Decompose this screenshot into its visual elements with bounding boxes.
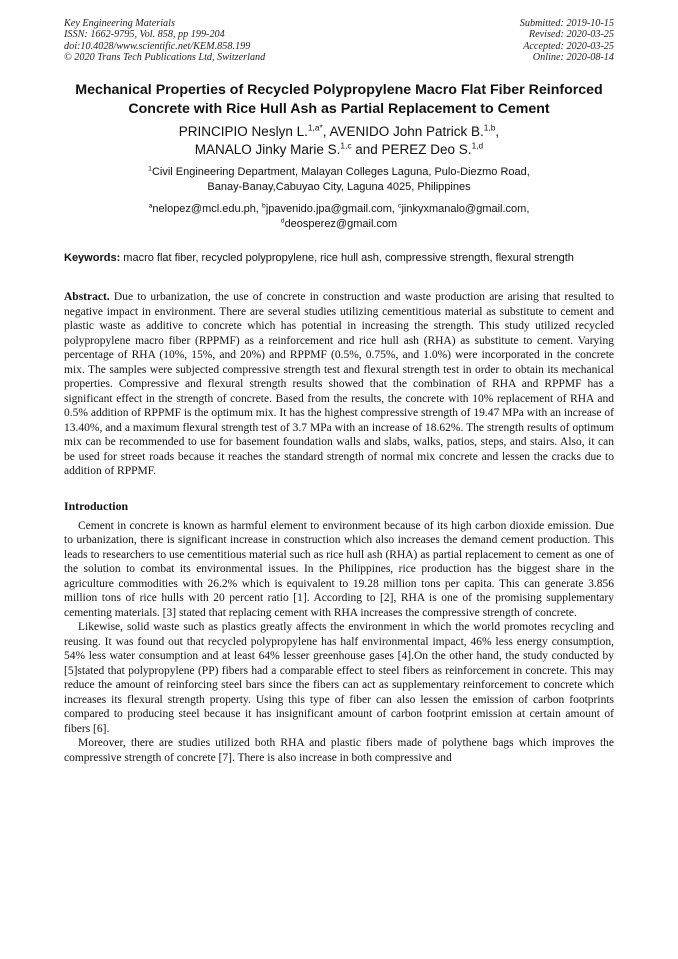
- email-line-1: $^a$nelopez@mcl.edu.ph, $^b$jpavenido.jpa@gmail.com, $^c$jinkyxmanalo@gmail.com,: [148, 202, 530, 216]
- keywords-text: macro flat fiber, recycled polypropylene, rice hull ash, compressive strength, flexural strength: [120, 252, 574, 265]
- author-list: [64, 123, 614, 159]
- author-affil-mark: 1,a*: [307, 122, 323, 133]
- author-conjunction: and: [351, 142, 382, 158]
- author-name: PRINCIPIO Neslyn L.: [178, 124, 308, 140]
- body-paragraph: Cement in concrete is known as harmful element to environment because of its high carbon dioxide emission. Due to urbanization, there is significant increase in construction which also increases the demand cement production. This leads to researchers to use cementitious material such as rice hull ash (RHA) as partial replacement to cement as one of the solution to combat its environmental issues. In the Philippines, rice production has the biggest share in the agriculture commodities with 26.2% which is equivalent to 19.28 million tons per capita. This can generate 3.856 million tons of rice hulls with 20 percent ratio [1]. According to [2], RHA is one of the promising supplementary cementing materials. [3] stated that replacing cement with RHA increases the compressive strength of concrete.: [64, 519, 614, 619]
- author-name: AVENIDO John Patrick B.: [329, 124, 484, 140]
- affiliation-line-1: $^1$Civil Engineering Department, Malayan Colleges Laguna, Pulo-Diezmo Road,: [148, 165, 530, 179]
- accepted-date: Accepted: 2020-03-25: [523, 40, 614, 52]
- affiliation: [64, 165, 614, 194]
- issn: ISSN: 1662-9795, Vol. 858, pp 199-204: [64, 29, 225, 41]
- journal-info: [64, 18, 265, 63]
- doi: doi:10.4028/www.scientific.net/KEM.858.199: [64, 40, 251, 52]
- email-a: nelopez@mcl.edu.ph,: [152, 203, 263, 216]
- body-paragraph: Likewise, solid waste such as plastics greatly affects the environment in which the world promotes recycling and reusing. It was found out that recycled polypropylene has half environmental impact, 46% less energy consumption, 54% less water consumption and at least 64% lesser greenhouse gases [4].On the other hand, the study conducted by [5]stated that polypropylene (PP) fibers had a comparable effect to steel fibers as reinforcement in concrete. This may reduce the amount of reinforcing steel bars since the fibers can act as supplementary reinforcement to concrete which increases its flexural strength property. Using this type of fiber can also lessen the emission of carbon footprints compared to producing steel because it has insignificant amount of carbon footprint emission at certain amount of fibers [6].: [64, 621, 614, 735]
- keywords-label: Keywords:: [64, 252, 121, 265]
- submitted-date: Submitted: 2019-10-15: [519, 18, 614, 29]
- copyright: © 2020 Trans Tech Publications Ltd, Switzerland: [64, 51, 266, 63]
- author-line-2: [64, 141, 614, 159]
- affiliation-mark: 1: [148, 165, 152, 173]
- publication-dates: [520, 18, 614, 63]
- author-emails: [64, 202, 614, 231]
- author-separator: ,: [495, 124, 500, 140]
- email-d: deosperez@gmail.com: [284, 217, 398, 230]
- journal-name: Key Engineering Materials: [64, 18, 175, 29]
- email-line-2: $^d$deosperez@gmail.com: [280, 217, 398, 230]
- body-paragraph: Moreover, there are studies utilized both RHA and plastic fibers made of polythene bags which improves the compressive strength of concrete [7]. There is also increase in both compressive and: [64, 737, 614, 764]
- abstract-text: Due to urbanization, the use of concrete in construction and waste production are arising that resulted to negative impact in environment. There are several studies utilizing cementitious material as substitute to cement and plastic waste as additive to concrete which has potential in increasing the strength. This study utilized recycled polypropylene macro fiber (RPPMF) as a reinforcement and rice hull ash (RHA) as substitute to cement. Varying percentage of RHA (10%, 15%, and 20%) and RPPMF (0.5%, 0.75%, and 1.0%) were incorporated in the concrete mix. The samples were subjected compressive strength test and flexural strength test in order to obtain its mechanical properties. Compressive and flexural strength results showed that the combination of RHA and RPPMF has a significant effect in the strength of concrete. Based from the results, the concrete with 10% replacement of RHA and 0.5% addition of RPPMF is the optimum mix. It has the highest compressive strength of 19.47 MPa with an increase of 13.40%, and a maximum flexural strength test of 3.7 MPa with an increase of 18.62%. The strength results of optimum mix can be recommended to use for basement foundation walls and slabs, walks, patios, steps, and stairs. Also, it can be used for street roads because it reaches the standard strength of normal mix concrete and lessen the cracks due to addition of RPPMF.: [64, 291, 614, 478]
- author-name: MANALO Jinky Marie S.: [194, 142, 341, 158]
- keywords: [64, 251, 614, 265]
- email-c: jinkyxmanalo@gmail.com,: [401, 203, 530, 216]
- email-b: jpavenido.jpa@gmail.com,: [265, 203, 399, 216]
- author-affil-mark: 1,c: [340, 140, 352, 151]
- paper-title: Mechanical Properties of Recycled Polypropylene Macro Flat Fiber Reinforced Concrete with Rice Hull Ash as Partial Replacement to Cement: [75, 82, 603, 118]
- abstract-label: Abstract.: [64, 291, 110, 304]
- publication-header: [64, 18, 614, 63]
- abstract: [64, 290, 614, 479]
- online-date: Online: 2020-08-14: [532, 51, 614, 63]
- author-line-1: [64, 123, 614, 141]
- revised-date: Revised: 2020-03-25: [528, 29, 614, 41]
- author-affil-mark: 1,d: [471, 140, 484, 151]
- section-heading-introduction: Introduction: [64, 498, 129, 513]
- author-separator: ,: [322, 124, 330, 140]
- author-affil-mark: 1,b: [483, 122, 496, 133]
- affiliation-line-2: Banay-Banay,Cabuyao City, Laguna 4025, Philippines: [207, 180, 471, 193]
- author-name: PEREZ Deo S.: [381, 142, 472, 158]
